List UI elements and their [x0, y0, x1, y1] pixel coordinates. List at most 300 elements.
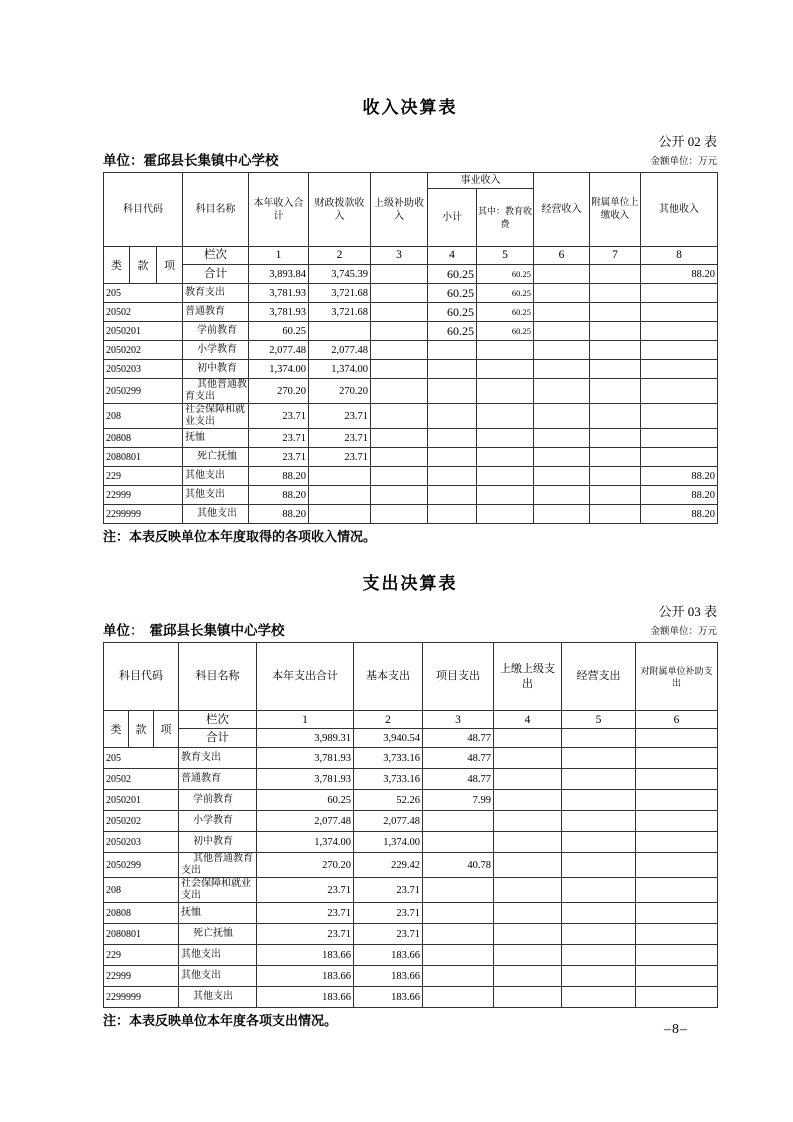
value-cell: 270.20	[249, 379, 309, 404]
income-unit-label: 单位：	[103, 152, 144, 168]
value-cell	[428, 360, 477, 379]
value-cell: 60.25	[477, 322, 534, 341]
affiliated-subsidy-header: 对附属单位补助支出	[636, 643, 718, 711]
subject-code-cell: 2050299	[104, 853, 179, 878]
column-number: 3	[371, 247, 428, 265]
annual-expense-total-header: 本年支出合计	[257, 643, 354, 711]
fiscal-appropriation-header: 财政拨款收入	[309, 173, 371, 247]
value-cell	[494, 945, 562, 966]
subject-name-cell: 抚恤	[179, 903, 257, 924]
value-cell: 229.42	[354, 853, 423, 878]
value-cell: 60.25	[428, 303, 477, 322]
subject-name-cell: 教育支出	[183, 284, 249, 303]
value-cell	[477, 486, 534, 505]
subject-name-cell: 其他普通教育支出	[179, 853, 257, 878]
value-cell	[494, 790, 562, 811]
column-number: 4	[428, 247, 477, 265]
column-number: 2	[309, 247, 371, 265]
value-cell	[494, 769, 562, 790]
value-cell: 2,077.48	[257, 811, 354, 832]
income-header-row-1	[104, 173, 718, 189]
basic-expense-header: 基本支出	[354, 643, 423, 711]
value-cell: 183.66	[257, 987, 354, 1008]
income-unit-line	[103, 152, 279, 170]
value-cell	[562, 790, 636, 811]
value-cell: 88.20	[641, 467, 718, 486]
value-cell: 23.71	[354, 878, 423, 903]
total-value-cell: 88.20	[641, 265, 718, 284]
table-row	[104, 322, 718, 341]
income-meta-row	[103, 152, 717, 170]
value-cell	[636, 924, 718, 945]
value-cell	[590, 303, 641, 322]
table-row	[104, 429, 718, 448]
subject-name-cell: 其他支出	[183, 486, 249, 505]
subject-name-cell: 小学教育	[179, 811, 257, 832]
value-cell	[636, 832, 718, 853]
value-cell: 60.25	[257, 790, 354, 811]
value-cell	[534, 322, 590, 341]
value-cell: 60.25	[477, 284, 534, 303]
column-number: 4	[494, 711, 562, 729]
table-row	[104, 379, 718, 404]
value-cell: 88.20	[249, 486, 309, 505]
value-cell: 270.20	[309, 379, 371, 404]
code-section-cell: 款	[129, 711, 154, 748]
value-cell	[494, 903, 562, 924]
value-cell	[562, 878, 636, 903]
subject-name-cell: 初中教育	[183, 360, 249, 379]
value-cell	[534, 467, 590, 486]
value-cell	[562, 945, 636, 966]
value-cell	[371, 379, 428, 404]
value-cell	[562, 987, 636, 1008]
total-value-cell: 3,745.39	[309, 265, 371, 284]
column-number: 7	[590, 247, 641, 265]
value-cell: 88.20	[641, 505, 718, 524]
value-cell	[494, 832, 562, 853]
subject-code-cell: 2080801	[104, 924, 179, 945]
total-value-cell: 3,893.84	[249, 265, 309, 284]
value-cell: 1,374.00	[309, 360, 371, 379]
value-cell	[428, 429, 477, 448]
value-cell: 2,077.48	[249, 341, 309, 360]
value-cell	[641, 341, 718, 360]
value-cell	[590, 360, 641, 379]
value-cell: 60.25	[249, 322, 309, 341]
value-cell: 3,721.68	[309, 284, 371, 303]
value-cell	[590, 467, 641, 486]
subject-name-cell: 普通教育	[183, 303, 249, 322]
value-cell	[562, 903, 636, 924]
upturn-superior-header: 上缴上级支出	[494, 643, 562, 711]
subject-name-header: 科目名称	[179, 643, 257, 711]
value-cell	[562, 853, 636, 878]
value-cell	[641, 284, 718, 303]
value-cell: 3,733.16	[354, 769, 423, 790]
value-cell: 2,077.48	[309, 341, 371, 360]
value-cell	[423, 903, 494, 924]
subject-name-cell: 死亡抚恤	[183, 448, 249, 467]
value-cell	[477, 341, 534, 360]
value-cell	[636, 987, 718, 1008]
value-cell	[477, 360, 534, 379]
value-cell	[309, 322, 371, 341]
subject-code-cell: 20502	[104, 769, 179, 790]
value-cell: 183.66	[257, 966, 354, 987]
subject-code-cell: 229	[104, 945, 179, 966]
code-class-cell: 类	[104, 247, 130, 284]
table-row	[104, 853, 718, 878]
expense-column-number-row	[104, 711, 718, 729]
other-income-header: 其他收入	[641, 173, 718, 247]
value-cell	[534, 486, 590, 505]
value-cell	[636, 878, 718, 903]
value-cell: 183.66	[257, 945, 354, 966]
page-number: –8–	[664, 1022, 688, 1037]
value-cell: 88.20	[249, 467, 309, 486]
column-number: 1	[257, 711, 354, 729]
income-column-number-row	[104, 247, 718, 265]
value-cell	[641, 303, 718, 322]
subject-code-cell: 2050201	[104, 322, 183, 341]
value-cell	[494, 878, 562, 903]
value-cell: 23.71	[354, 903, 423, 924]
page-content	[103, 0, 717, 1030]
value-cell	[371, 341, 428, 360]
value-cell	[590, 404, 641, 429]
income-unit-name: 霍邱县长集镇中心学校	[143, 152, 279, 168]
value-cell	[309, 467, 371, 486]
value-cell: 48.77	[423, 748, 494, 769]
value-cell	[636, 811, 718, 832]
total-value-cell	[636, 729, 718, 748]
subject-name-cell: 其他支出	[179, 987, 257, 1008]
value-cell	[590, 322, 641, 341]
value-cell	[534, 505, 590, 524]
expense-note: 注：本表反映单位本年度各项支出情况。	[103, 1013, 338, 1029]
total-value-cell: 60.25	[477, 265, 534, 284]
value-cell	[641, 404, 718, 429]
value-cell	[371, 284, 428, 303]
expense-form-number: 公开 03 表	[658, 604, 717, 620]
value-cell	[494, 987, 562, 1008]
value-cell	[636, 966, 718, 987]
total-value-cell	[562, 729, 636, 748]
subject-name-cell: 小学教育	[183, 341, 249, 360]
value-cell	[371, 448, 428, 467]
value-cell	[590, 448, 641, 467]
value-cell	[562, 748, 636, 769]
code-item-cell: 项	[157, 247, 183, 284]
expense-header-row	[104, 643, 718, 711]
subject-name-cell: 其他支出	[179, 966, 257, 987]
table-row	[104, 924, 718, 945]
value-cell	[636, 903, 718, 924]
total-value-cell: 60.25	[428, 265, 477, 284]
subject-name-cell: 学前教育	[183, 322, 249, 341]
value-cell	[371, 429, 428, 448]
table-row	[104, 404, 718, 429]
value-cell: 3,733.16	[354, 748, 423, 769]
value-cell	[371, 322, 428, 341]
code-class-cell: 类	[104, 711, 129, 748]
subject-code-cell: 2050203	[104, 832, 179, 853]
subject-name-cell: 死亡抚恤	[179, 924, 257, 945]
value-cell	[562, 832, 636, 853]
value-cell: 60.25	[428, 322, 477, 341]
annual-income-total-header: 本年收入合计	[249, 173, 309, 247]
table-row	[104, 811, 718, 832]
subject-name-cell: 其他支出	[183, 505, 249, 524]
project-expense-header: 项目支出	[423, 643, 494, 711]
value-cell: 40.78	[423, 853, 494, 878]
column-number: 1	[249, 247, 309, 265]
value-cell	[534, 360, 590, 379]
expense-title: 支出决算表	[362, 574, 458, 594]
value-cell	[477, 429, 534, 448]
expense-total-row	[104, 729, 718, 748]
value-cell: 23.71	[354, 924, 423, 945]
value-cell: 1,374.00	[249, 360, 309, 379]
value-cell	[428, 505, 477, 524]
value-cell	[534, 303, 590, 322]
code-item-cell: 项	[154, 711, 179, 748]
value-cell	[494, 924, 562, 945]
table-row	[104, 505, 718, 524]
table-row	[104, 966, 718, 987]
value-cell: 60.25	[477, 303, 534, 322]
business-income-group-header: 事业收入	[428, 173, 534, 189]
value-cell	[423, 832, 494, 853]
value-cell	[636, 790, 718, 811]
value-cell	[309, 505, 371, 524]
column-row-label: 栏次	[183, 247, 249, 265]
subject-name-cell: 社会保障和就业支出	[179, 878, 257, 903]
income-note: 注：本表反映单位本年度取得的各项收入情况。	[103, 529, 377, 545]
value-cell	[371, 360, 428, 379]
expense-table	[103, 642, 718, 1008]
expense-unit-label: 单位	[103, 622, 130, 638]
subject-code-cell: 2050202	[104, 341, 183, 360]
subject-code-cell: 20808	[104, 903, 179, 924]
subject-name-cell: 初中教育	[179, 832, 257, 853]
value-cell: 23.71	[249, 429, 309, 448]
value-cell	[423, 924, 494, 945]
value-cell	[641, 379, 718, 404]
expense-unit-line	[103, 622, 285, 640]
table-row	[104, 448, 718, 467]
value-cell	[534, 448, 590, 467]
total-label-cell: 合计	[183, 265, 249, 284]
table-row	[104, 945, 718, 966]
value-cell	[477, 467, 534, 486]
value-cell: 23.71	[309, 448, 371, 467]
subject-code-cell: 2080801	[104, 448, 183, 467]
subject-code-cell: 205	[104, 748, 179, 769]
column-number: 3	[423, 711, 494, 729]
value-cell: 2,077.48	[354, 811, 423, 832]
value-cell	[477, 404, 534, 429]
code-section-cell: 款	[130, 247, 157, 284]
total-value-cell	[590, 265, 641, 284]
value-cell	[636, 769, 718, 790]
value-cell: 183.66	[354, 987, 423, 1008]
value-cell: 60.25	[428, 284, 477, 303]
value-cell	[636, 748, 718, 769]
value-cell	[641, 448, 718, 467]
subject-code-cell: 2050201	[104, 790, 179, 811]
value-cell	[428, 341, 477, 360]
column-number: 6	[534, 247, 590, 265]
subject-code-header: 科目代码	[104, 643, 179, 711]
expense-table-body	[104, 748, 718, 1008]
subject-name-cell: 教育支出	[179, 748, 257, 769]
value-cell	[423, 966, 494, 987]
table-row	[104, 467, 718, 486]
value-cell	[534, 341, 590, 360]
subject-code-cell: 2050299	[104, 379, 183, 404]
value-cell: 52.26	[354, 790, 423, 811]
value-cell	[371, 467, 428, 486]
value-cell: 3,721.68	[309, 303, 371, 322]
column-number: 5	[562, 711, 636, 729]
value-cell	[494, 853, 562, 878]
column-row-label: 栏次	[179, 711, 257, 729]
subject-name-cell: 普通教育	[179, 769, 257, 790]
income-table	[103, 172, 718, 524]
expense-unit-colon: ：	[130, 622, 144, 638]
value-cell: 23.71	[249, 404, 309, 429]
table-row	[104, 878, 718, 903]
subject-code-cell: 208	[104, 878, 179, 903]
value-cell	[641, 322, 718, 341]
income-table-body	[104, 284, 718, 524]
value-cell	[371, 404, 428, 429]
value-cell: 7.99	[423, 790, 494, 811]
value-cell: 23.71	[309, 429, 371, 448]
value-cell	[477, 448, 534, 467]
value-cell	[423, 987, 494, 1008]
value-cell	[477, 505, 534, 524]
table-row	[104, 748, 718, 769]
table-row	[104, 903, 718, 924]
expense-amount-unit: 金额单位：万元	[650, 627, 717, 638]
table-row	[104, 769, 718, 790]
value-cell	[590, 341, 641, 360]
subject-code-header: 科目代码	[104, 173, 183, 247]
value-cell	[428, 486, 477, 505]
business-subtotal-header: 小计	[428, 189, 477, 247]
value-cell: 23.71	[257, 924, 354, 945]
income-title: 收入决算表	[362, 98, 458, 117]
value-cell: 1,374.00	[354, 832, 423, 853]
value-cell	[428, 448, 477, 467]
subject-name-cell: 其他普通教育支出	[183, 379, 249, 404]
value-cell	[562, 769, 636, 790]
value-cell	[534, 379, 590, 404]
total-value-cell	[494, 729, 562, 748]
operating-income-header: 经营收入	[534, 173, 590, 247]
value-cell	[590, 429, 641, 448]
value-cell	[309, 486, 371, 505]
value-cell	[494, 966, 562, 987]
value-cell: 3,781.93	[249, 284, 309, 303]
value-cell	[562, 811, 636, 832]
value-cell: 88.20	[641, 486, 718, 505]
value-cell	[590, 486, 641, 505]
subject-code-cell: 2050202	[104, 811, 179, 832]
table-row	[104, 284, 718, 303]
subject-code-cell: 2299999	[104, 987, 179, 1008]
value-cell	[423, 811, 494, 832]
value-cell: 23.71	[309, 404, 371, 429]
value-cell	[562, 966, 636, 987]
total-value-cell	[371, 265, 428, 284]
subject-code-cell: 2299999	[104, 505, 183, 524]
value-cell	[371, 486, 428, 505]
table-row	[104, 303, 718, 322]
value-cell: 3,781.93	[249, 303, 309, 322]
value-cell: 183.66	[354, 945, 423, 966]
subject-name-cell: 社会保障和就业支出	[183, 404, 249, 429]
value-cell	[636, 945, 718, 966]
subject-name-cell: 学前教育	[179, 790, 257, 811]
value-cell	[641, 360, 718, 379]
subject-code-cell: 22999	[104, 966, 179, 987]
value-cell: 48.77	[423, 769, 494, 790]
subject-name-header: 科目名称	[183, 173, 249, 247]
value-cell	[428, 379, 477, 404]
value-cell: 270.20	[257, 853, 354, 878]
value-cell	[423, 878, 494, 903]
table-row	[104, 987, 718, 1008]
value-cell	[641, 429, 718, 448]
total-value-cell: 48.77	[423, 729, 494, 748]
value-cell	[428, 467, 477, 486]
subject-name-cell: 抚恤	[183, 429, 249, 448]
value-cell	[428, 404, 477, 429]
value-cell: 183.66	[354, 966, 423, 987]
income-form-number: 公开 02 表	[658, 133, 717, 149]
column-number: 6	[636, 711, 718, 729]
income-total-row	[104, 265, 718, 284]
expense-meta-row	[103, 622, 717, 640]
subject-name-cell: 其他支出	[179, 945, 257, 966]
business-edu-fee-header: 其中：教育收费	[477, 189, 534, 247]
subject-code-cell: 205	[104, 284, 183, 303]
subject-code-cell: 22999	[104, 486, 183, 505]
value-cell	[636, 853, 718, 878]
affiliated-upturn-header: 附属单位上缴收入	[590, 173, 641, 247]
total-value-cell	[534, 265, 590, 284]
value-cell: 3,781.93	[257, 748, 354, 769]
subject-code-cell: 2050203	[104, 360, 183, 379]
table-row	[104, 360, 718, 379]
total-value-cell: 3,940.54	[354, 729, 423, 748]
value-cell: 23.71	[257, 903, 354, 924]
value-cell	[371, 505, 428, 524]
value-cell: 23.71	[257, 878, 354, 903]
income-amount-unit: 金额单位：万元	[650, 156, 717, 167]
total-label-cell: 合计	[179, 729, 257, 748]
subject-code-cell: 20808	[104, 429, 183, 448]
value-cell	[590, 284, 641, 303]
subject-code-cell: 20502	[104, 303, 183, 322]
value-cell	[423, 945, 494, 966]
column-number: 2	[354, 711, 423, 729]
value-cell	[562, 924, 636, 945]
